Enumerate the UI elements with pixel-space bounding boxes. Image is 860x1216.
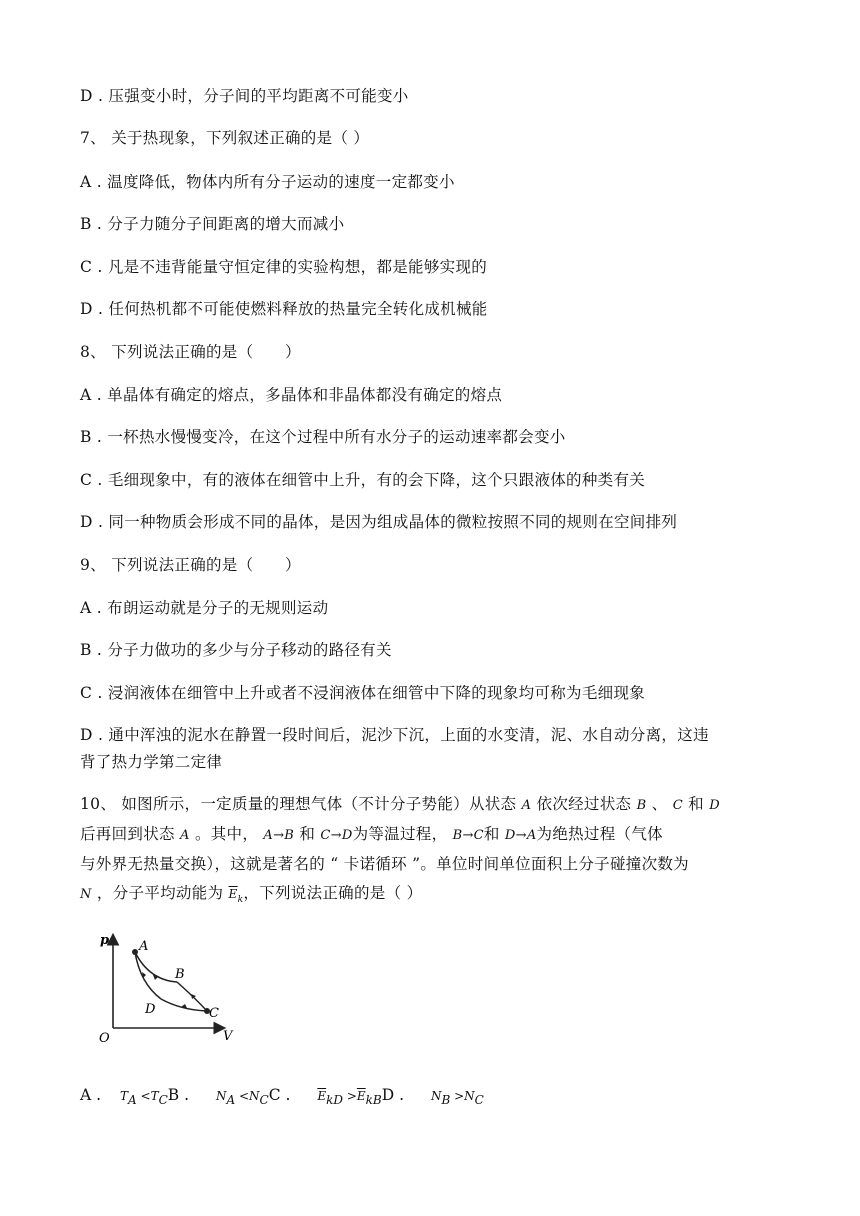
question-line: C . 凡是不违背能量守恒定律的实验构想，都是能够实现的 xyxy=(80,258,488,276)
question-line: 9、 下列说法正确的是（ ） xyxy=(80,556,301,574)
question-10-stem xyxy=(80,790,780,915)
option-d: $N_B >N_C$ xyxy=(430,1089,484,1108)
question-line: B . 一杯热水慢慢变冷，在这个过程中所有水分子的运动速率都会变小 xyxy=(80,428,566,446)
point-a xyxy=(132,949,138,955)
question-line: C . 毛细现象中，有的液体在细管中上升，有的会下降，这个只跟液体的种类有关 xyxy=(80,471,646,489)
question-line: D . 压强变小时，分子间的平均距离不可能变小 xyxy=(80,87,409,105)
origin-label: O xyxy=(99,1031,110,1046)
axis-p-label: p xyxy=(100,933,110,948)
question-line: A . 单晶体有确定的熔点，多晶体和非晶体都没有确定的熔点 xyxy=(80,386,503,404)
question-line: 7、 关于热现象，下列叙述正确的是（ ） xyxy=(80,129,370,147)
q10-row3: 与外界无热量交换），这就是著名的 “ 卡诺循环 ”。单位时间单位面积上分子碰撞次数为 xyxy=(80,855,689,873)
question-line: 8、 下列说法正确的是（ ） xyxy=(80,343,301,361)
question-line: D . 任何热机都不可能使燃料释放的热量完全转化成机械能 xyxy=(80,300,488,318)
q10-row2: 后再回到状态 A 。其中， A→B 和 C→D为等温过程， B→C和 D→A为绝热过程（气体 xyxy=(80,825,663,843)
question-line: B . 分子力随分子间距离的增大而减小 xyxy=(80,215,345,233)
question-line: B . 分子力做功的多少与分子移动的路径有关 xyxy=(80,641,392,659)
point-a-label: A xyxy=(139,939,149,954)
q9d-row1: D . 通中浑浊的泥水在静置一段时间后，泥沙下沉，上面的水变清，泥、水自动分离，这违 xyxy=(80,726,709,744)
point-c-label: C xyxy=(209,1006,219,1021)
question-line: D . 同一种物质会形成不同的晶体，是因为组成晶体的微粒按照不同的规则在空间排列 xyxy=(80,513,678,531)
q9d-row2: 背了热力学第二定律 xyxy=(80,753,223,771)
option-a-label: A . xyxy=(80,1086,102,1104)
carnot-cycle-diagram xyxy=(95,928,245,1048)
question-10-options xyxy=(80,1086,490,1107)
point-b-label: B xyxy=(175,967,185,982)
point-d-label: D xyxy=(145,1002,156,1017)
question-line: A . 温度降低，物体内所有分子运动的速度一定都变小 xyxy=(80,173,455,191)
option-c: $\overline{E}_{kD} >\overline{E}_{kB}D$ . xyxy=(317,1086,405,1108)
q10-row4: N ，分子平均动能为 $\overline{E}_k$，下列说法正确的是（ ） xyxy=(80,884,423,906)
axis-v-label: V xyxy=(223,1029,233,1044)
question-line: A . 布朗运动就是分子的无规则运动 xyxy=(80,599,329,617)
option-b: $N_A <N_CC$ . xyxy=(215,1086,291,1108)
question-9-option-d xyxy=(80,722,780,776)
option-a: $T_A <T_CB$ . xyxy=(120,1086,190,1108)
question-line: C . 浸润液体在细管中上升或者不浸润液体在细管中下降的现象均可称为毛细现象 xyxy=(80,684,646,702)
q10-row1: 10、 如图所示，一定质量的理想气体（不计分子势能）从状态 A 依次经过状态 B 、 C 和 D xyxy=(80,795,720,813)
